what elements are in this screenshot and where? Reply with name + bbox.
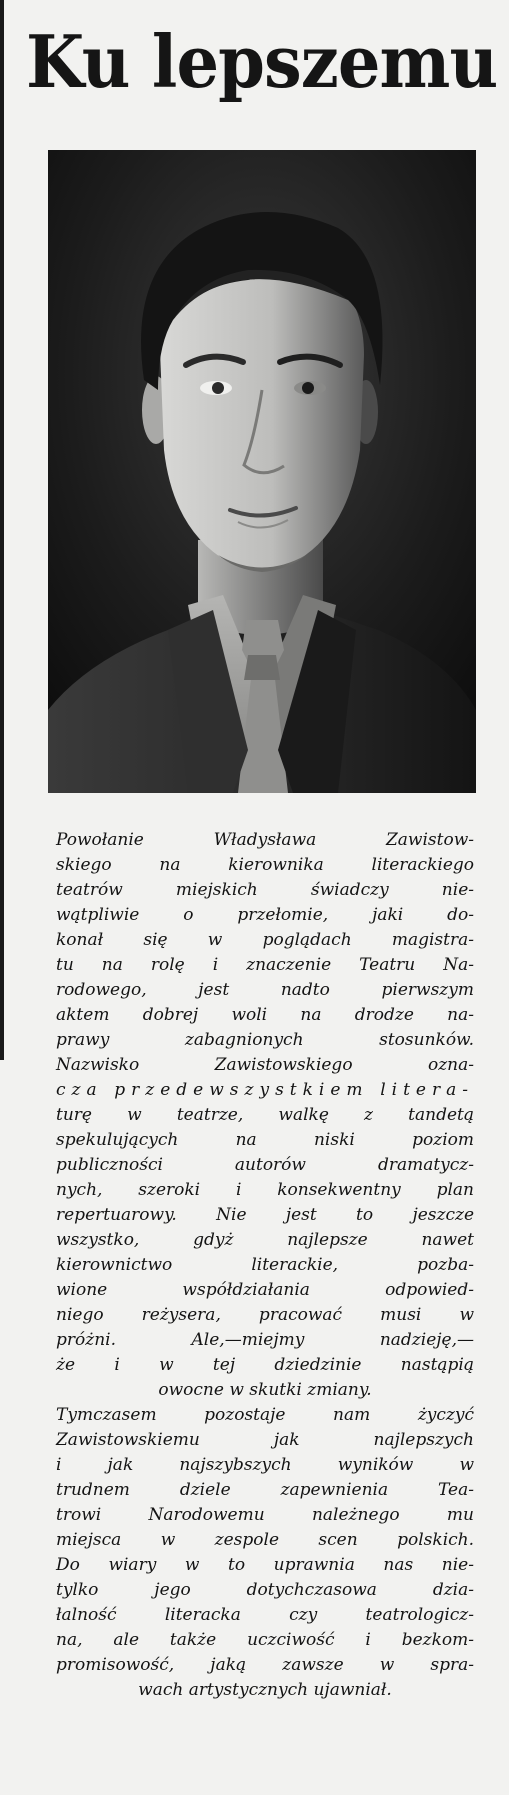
article-line: Tymczasem pozostaje nam życzyć xyxy=(56,1405,474,1425)
article-line: rodowego, jest nadto pierwszym xyxy=(56,980,474,1000)
article-line: i jak najszybszych wyników w xyxy=(56,1455,474,1475)
article-line: promisowość, jaką zawsze w spra- xyxy=(56,1655,474,1675)
portrait-photo xyxy=(48,150,476,793)
article-line: teatrów miejskich świadczy nie- xyxy=(56,880,474,900)
article-line: Zawistowskiemu jak najlepszych xyxy=(56,1430,474,1450)
article-line: skiego na kierownika literackiego xyxy=(56,855,474,875)
portrait-illustration xyxy=(48,150,476,793)
article-line: próżni. Ale,—miejmy nadzieję,— xyxy=(56,1330,474,1350)
article-line: wszystko, gdyż najlepsze nawet xyxy=(56,1230,474,1250)
article-line: konał się w poglądach magistra- xyxy=(56,930,474,950)
article-line: tylko jego dotychczasowa dzia- xyxy=(56,1580,474,1600)
article-line: publiczności autorów dramatycz- xyxy=(56,1155,474,1175)
article-line: niego reżysera, pracować musi w xyxy=(56,1305,474,1325)
article-line: miejsca w zespole scen polskich. xyxy=(56,1530,474,1550)
headline: Ku lepszemu xyxy=(26,19,498,104)
article-line: na, ale także uczciwość i bezkom- xyxy=(56,1630,474,1650)
article-line: łalność literacka czy teatrologicz- xyxy=(56,1605,474,1625)
article-line: Do wiary w to uprawnia nas nie- xyxy=(56,1555,474,1575)
article-line: spekulujących na niski poziom xyxy=(56,1130,474,1150)
article-body xyxy=(56,828,474,1703)
article-line: aktem dobrej woli na drodze na- xyxy=(56,1005,474,1025)
article-line: repertuarowy. Nie jest to jeszcze xyxy=(56,1205,474,1225)
article-line: cza przedewszystkiem litera- xyxy=(56,1080,474,1100)
article-line: Powołanie Władysława Zawistow- xyxy=(56,830,474,850)
article-line: trudnem dziele zapewnienia Tea- xyxy=(56,1480,474,1500)
article-line: turę w teatrze, walkę z tandetą xyxy=(56,1105,474,1125)
article-line: prawy zabagnionych stosunków. xyxy=(56,1030,474,1050)
article-line: wione współdziałania odpowied- xyxy=(56,1280,474,1300)
article-line: nych, szeroki i konsekwentny plan xyxy=(56,1180,474,1200)
column-rule xyxy=(0,0,4,1060)
article-line: trowi Narodowemu należnego mu xyxy=(56,1505,474,1525)
article-line: owocne w skutki zmiany. xyxy=(158,1380,372,1400)
article-line: Nazwisko Zawistowskiego ozna- xyxy=(56,1055,474,1075)
article-line: wach artystycznych ujawniał. xyxy=(138,1680,392,1700)
article-line: tu na rolę i znaczenie Teatru Na- xyxy=(56,955,474,975)
article-line: że i w tej dziedzinie nastąpią xyxy=(56,1355,474,1375)
article-line: kierownictwo literackie, pozba- xyxy=(56,1255,474,1275)
article-line: wątpliwie o przełomie, jaki do- xyxy=(56,905,474,925)
